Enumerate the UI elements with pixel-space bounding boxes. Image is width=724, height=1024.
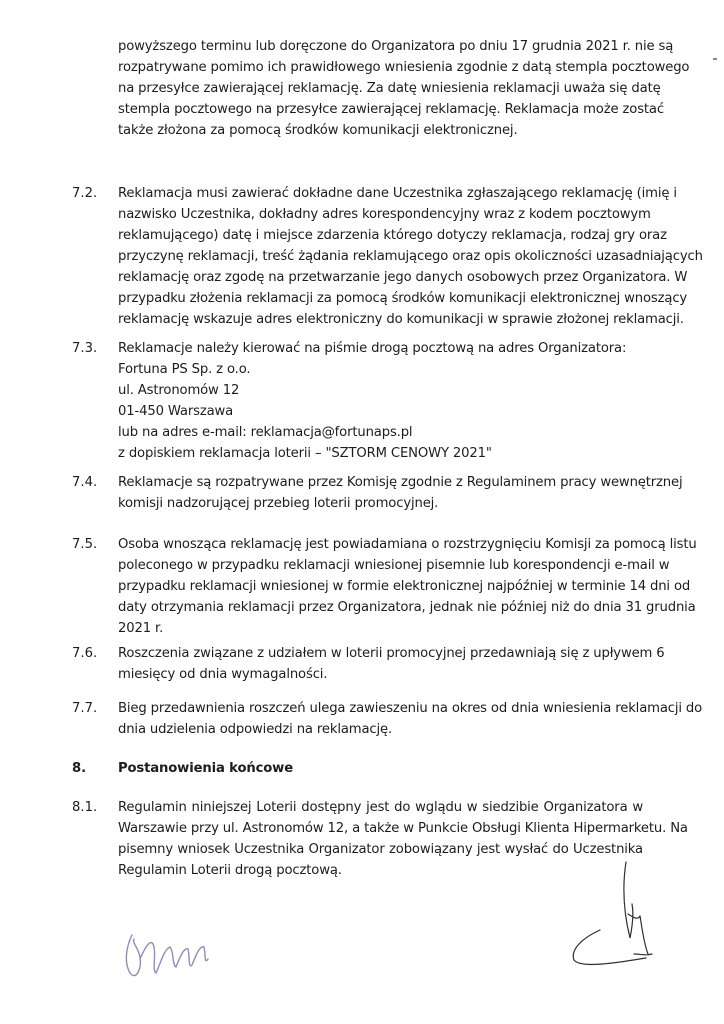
text-line: 2021 r. — [118, 621, 164, 636]
text-line: Regulamin niniejszej Loterii dostępny jest do wglądu w siedzibie Organizatora w — [118, 800, 643, 815]
section-7-6-paragraph — [118, 643, 665, 685]
text-line: także złożona za pomocą środków komunikacji elektronicznej. — [118, 123, 518, 138]
section-8-heading — [118, 758, 643, 779]
scan-mark — [713, 58, 717, 60]
address-email: lub na adres e-mail: reklamacja@fortunaps.pl — [118, 425, 413, 440]
section-number: 7.5. — [72, 537, 98, 552]
section-7-4-paragraph — [118, 472, 683, 514]
section-number: 7.3. — [72, 341, 98, 356]
section-7-5-paragraph — [118, 534, 697, 639]
section-number: 8. — [72, 761, 87, 776]
text-line: przypadku złożenia reklamacji za pomocą środków komunikacji elektronicznej wnoszący — [118, 291, 688, 306]
signature-right — [560, 858, 660, 978]
text-line: Roszczenia związane z udziałem w loterii promocyjnej przedawniają się z upływem 6 — [118, 646, 665, 661]
text-line: Reklamacja musi zawierać dokładne dane Uczestnika zgłaszającego reklamację (imię i — [118, 186, 677, 201]
text-line: pisemny wniosek Uczestnika Organizator zobowiązany jest wysłać do Uczestnika — [118, 842, 643, 857]
text-line: przypadku reklamacji wniesionej w formie elektronicznej najpóźniej w terminie 14 dni od — [118, 579, 691, 594]
section-title: Postanowienia końcowe — [118, 761, 293, 776]
section-7-3-paragraph — [118, 338, 643, 464]
text-line: reklamującego) datę i miejsce zdarzenia którego dotyczy reklamacja, rodzaj gry oraz — [118, 228, 667, 243]
text-line: poleconego w przypadku reklamacji wniesionej pisemnie lub korespondencji e-mail w — [118, 558, 670, 573]
text-line: stempla pocztowego na przesyłce zawierającej reklamację. Reklamacja może zostać — [118, 102, 664, 117]
text-line: dnia udzielenia odpowiedzi na reklamację. — [118, 722, 393, 737]
section-number: 7.7. — [72, 701, 98, 716]
text-line: komisji nadzorującej przebieg loterii promocyjnej. — [118, 496, 439, 511]
signature-initials-left — [118, 915, 228, 985]
section-7-7-paragraph — [118, 698, 703, 740]
text-line: Bieg przedawnienia roszczeń ulega zawieszeniu na okres od dnia wniesienia reklamacji do — [118, 701, 703, 716]
section-number: 8.1. — [72, 800, 98, 815]
section-number: 7.2. — [72, 186, 98, 201]
text-line: miesięcy od dnia wymagalności. — [118, 667, 328, 682]
section-number: 7.4. — [72, 475, 98, 490]
text-line: reklamację wskazuje adres elektroniczny do komunikacji w sprawie złożonej reklamacji. — [118, 312, 684, 327]
address-company: Fortuna PS Sp. z o.o. — [118, 362, 251, 377]
text-line: rozpatrywane pomimo ich prawidłowego wniesienia zgodnie z datą stempla pocztowego — [118, 60, 690, 75]
section-7-2-paragraph — [118, 183, 703, 330]
address-city: 01-450 Warszawa — [118, 404, 234, 419]
text-line: Reklamacje należy kierować na piśmie drogą pocztową na adres Organizatora: — [118, 341, 627, 356]
text-line: na przesyłce zawierającej reklamację. Za datę wniesienia reklamacji uważa się datę — [118, 81, 661, 96]
text-line: Regulamin Loterii drogą pocztową. — [118, 863, 342, 878]
text-line: przyczynę reklamacji, treść żądania reklamującego oraz opis okoliczności uzasadniających — [118, 249, 703, 264]
text-line: Osoba wnosząca reklamację jest powiadamiana o rozstrzygnięciu Komisji za pomocą listu — [118, 537, 697, 552]
text-line: nazwisko Uczestnika, dokładny adres korespondencyjny wraz z kodem pocztowym — [118, 207, 651, 222]
address-street: ul. Astronomów 12 — [118, 383, 240, 398]
text-line: daty otrzymania reklamacji przez Organizatora, jednak nie później niż do dnia 31 grudnia — [118, 600, 696, 615]
text-line: Warszawie przy ul. Astronomów 12, a także w Punkcie Obsługi Klienta Hipermarketu. Na — [118, 821, 688, 836]
text-line: powyższego terminu lub doręczone do Organizatora po dniu 17 grudnia 2021 r. nie są — [118, 39, 674, 54]
address-note: z dopiskiem reklamacja loterii – "SZTORM CENOWY 2021" — [118, 446, 492, 461]
text-line: Reklamacje są rozpatrywane przez Komisję zgodnie z Regulaminem pracy wewnętrznej — [118, 475, 683, 490]
section-number: 7.6. — [72, 646, 98, 661]
intro-paragraph — [118, 36, 690, 141]
text-line: reklamację oraz zgodę na przetwarzanie jego danych osobowych przez Organizatora. W — [118, 270, 688, 285]
